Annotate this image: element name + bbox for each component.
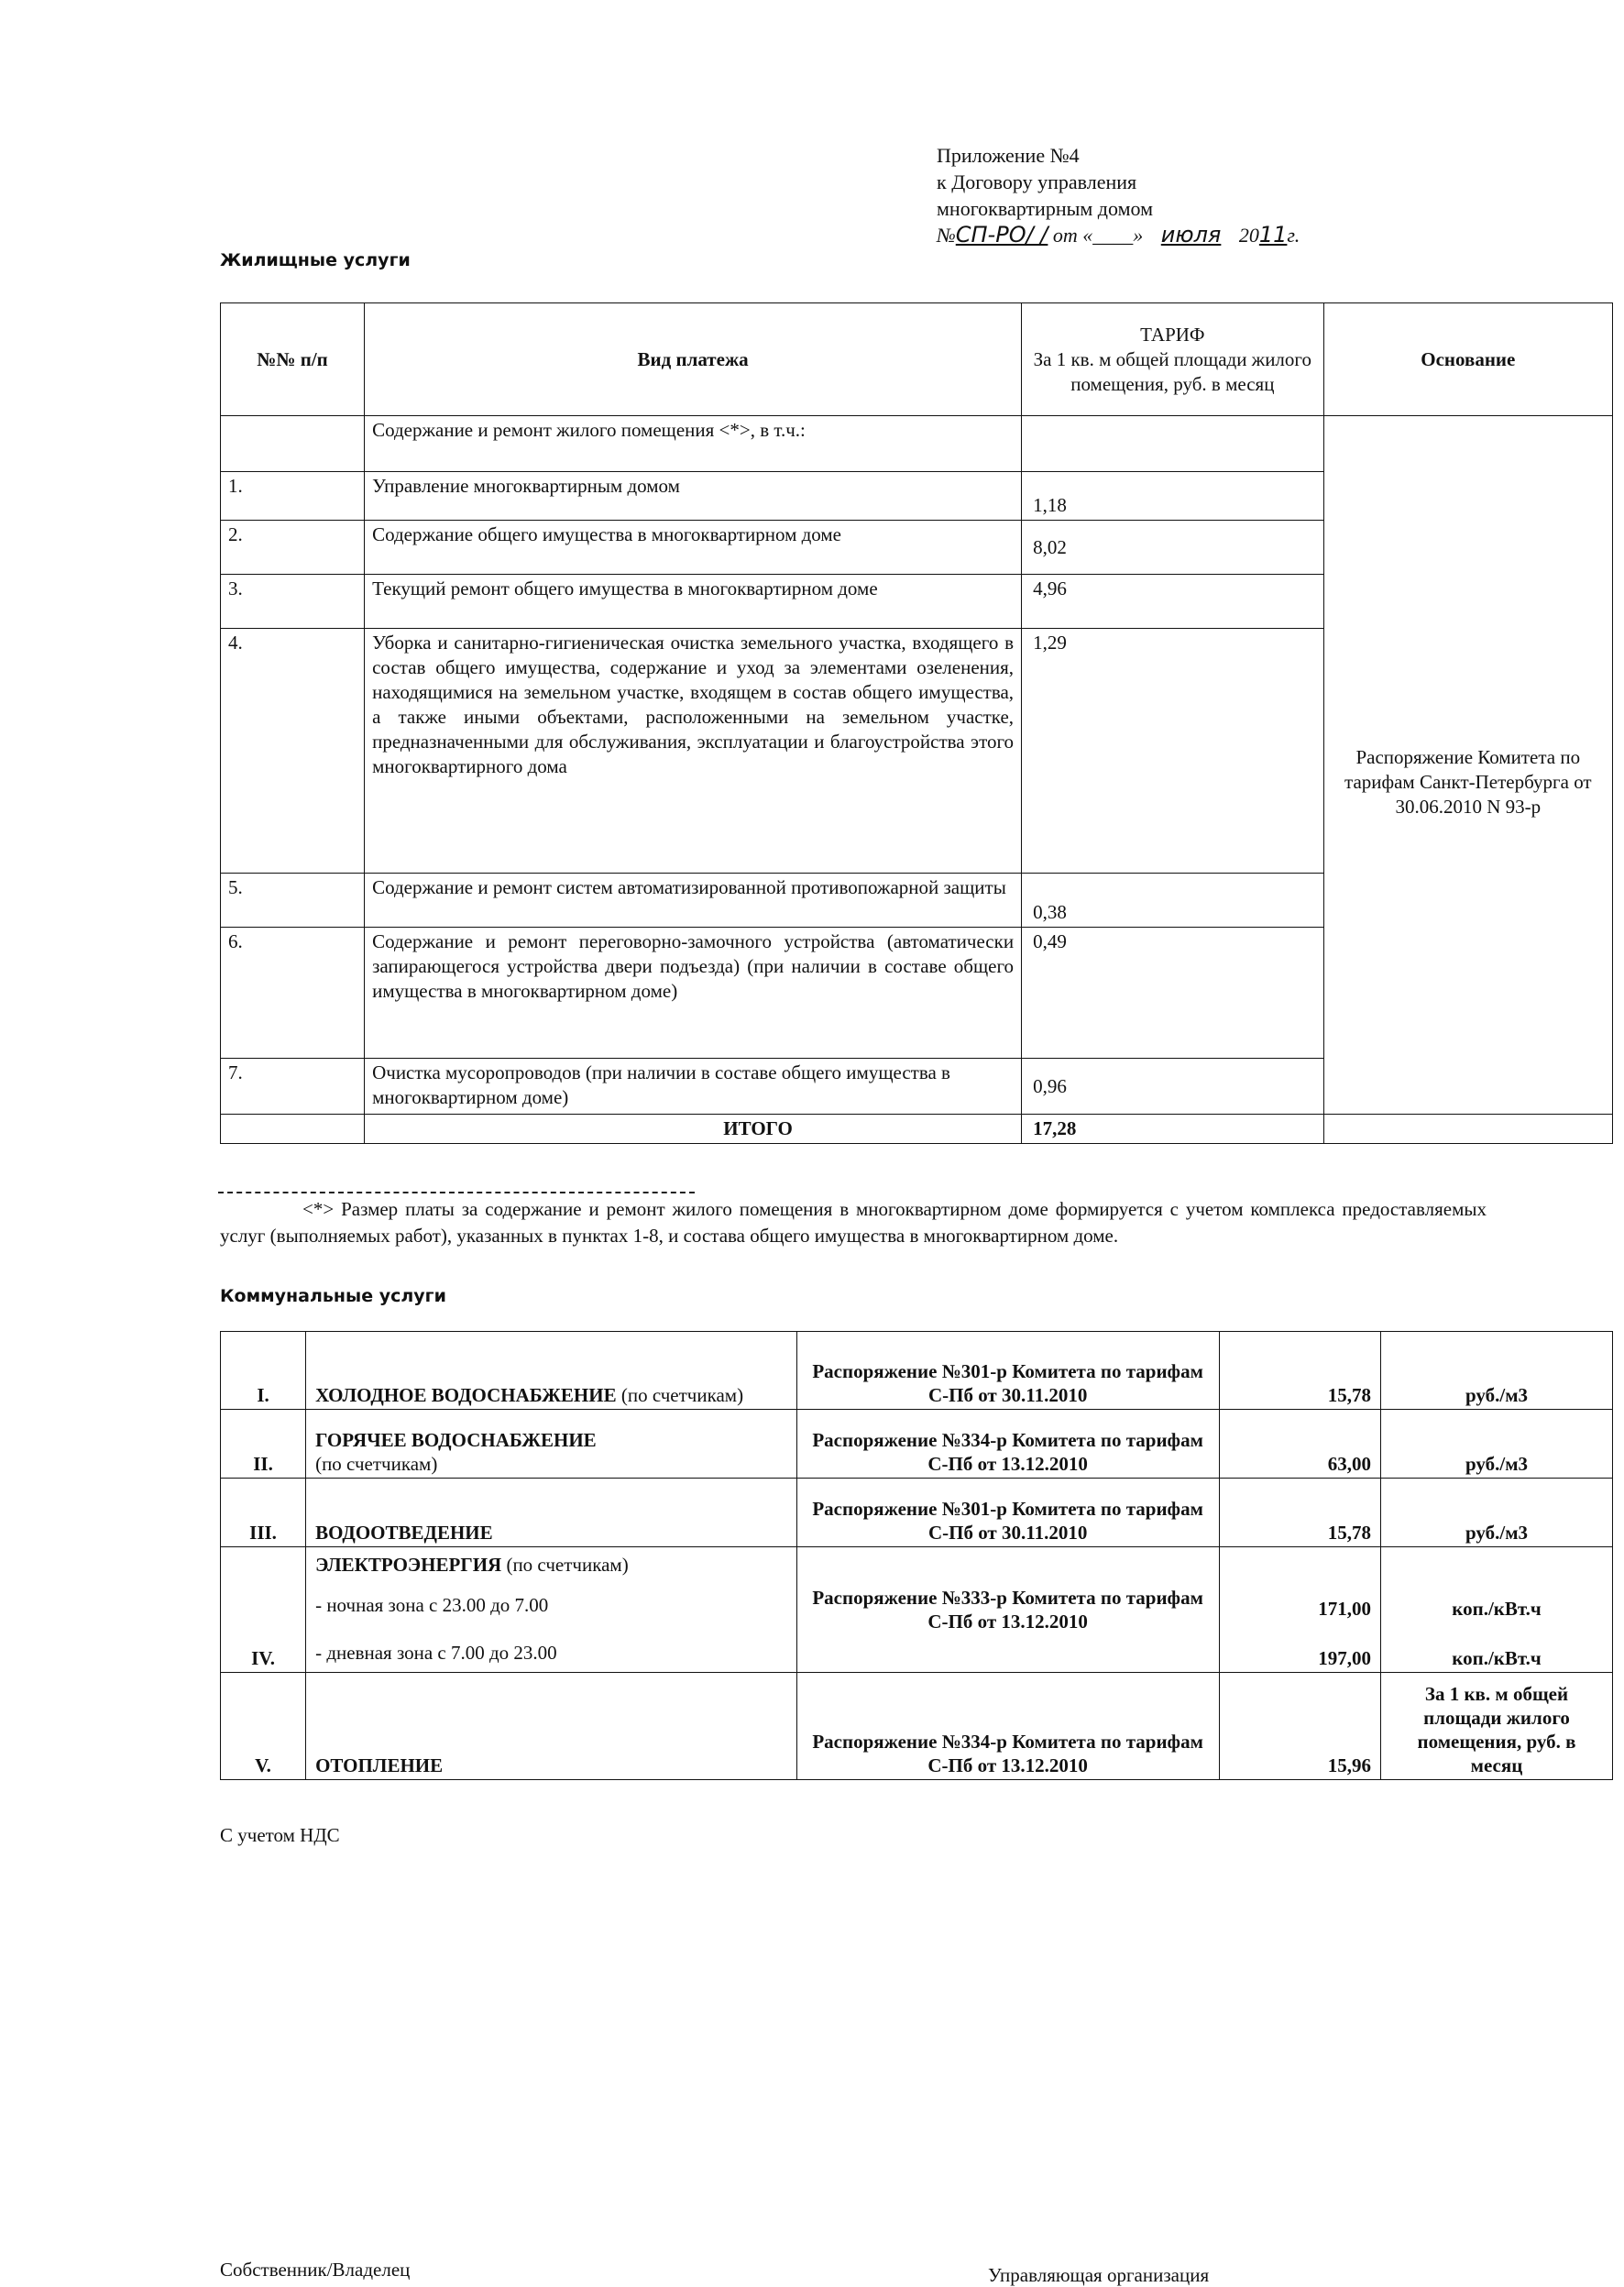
org-signature-label: Управляющая организация bbox=[988, 2264, 1210, 2286]
utility-amount bbox=[1219, 1547, 1380, 1673]
utility-roman: IV. bbox=[221, 1547, 306, 1673]
header-basis: Основание bbox=[1323, 303, 1612, 416]
utility-title: ОТОПЛЕНИЕ bbox=[315, 1754, 444, 1776]
electricity-night-zone: - ночная зона с 23.00 до 7.00 bbox=[315, 1594, 549, 1616]
row-value: 4,96 bbox=[1022, 575, 1324, 629]
year-handwritten: 11 bbox=[1258, 222, 1288, 247]
utility-basis: Распоряжение №333-р Комитета по тарифам С-Пб от 13.12.2010 bbox=[796, 1547, 1219, 1673]
row-num: 7. bbox=[221, 1059, 365, 1115]
year-end: г. bbox=[1287, 224, 1300, 247]
total-value: 17,28 bbox=[1022, 1115, 1324, 1144]
appendix-header bbox=[937, 142, 1300, 248]
contract-number-handwritten: СП-РО/ / bbox=[955, 222, 1048, 247]
row-value: 0,49 bbox=[1022, 928, 1324, 1059]
header-payment-type: Вид платежа bbox=[365, 303, 1022, 416]
utility-name bbox=[306, 1479, 797, 1547]
row-num: 6. bbox=[221, 928, 365, 1059]
utility-basis: Распоряжение №301-р Комитета по тарифам С-Пб от 30.11.2010 bbox=[796, 1332, 1219, 1410]
date-prefix: от « bbox=[1052, 224, 1093, 247]
year-prefix: 20 bbox=[1238, 224, 1259, 247]
row-name: Содержание общего имущества в многоквартирном доме bbox=[365, 521, 1022, 575]
total-num bbox=[221, 1115, 365, 1144]
row-num: 2. bbox=[221, 521, 365, 575]
utilities-section-title: Коммунальные услуги bbox=[220, 1286, 446, 1306]
date-day: ____ bbox=[1092, 224, 1134, 247]
contract-number-line bbox=[937, 222, 1300, 248]
utility-amount: 15,96 bbox=[1219, 1673, 1380, 1780]
utility-basis: Распоряжение №301-р Комитета по тарифам С-Пб от 30.11.2010 bbox=[796, 1479, 1219, 1547]
total-row bbox=[221, 1115, 1613, 1144]
row-name: Текущий ремонт общего имущества в многоквартирном доме bbox=[365, 575, 1022, 629]
electricity-day-amount: 197,00 bbox=[1318, 1647, 1371, 1669]
tariff-basis: Распоряжение Комитета по тарифам Санкт-Петербурга от 30.06.2010 N 93-р bbox=[1323, 416, 1612, 1115]
row-value: 1,18 bbox=[1022, 472, 1324, 521]
contract-no-prefix: № bbox=[937, 224, 956, 247]
utility-name bbox=[306, 1332, 797, 1410]
row-name: Содержание и ремонт систем автоматизированной противопожарной защиты bbox=[365, 874, 1022, 928]
utility-title: ЭЛЕКТРОЭНЕРГИЯ bbox=[315, 1554, 502, 1576]
row-intro-name: Содержание и ремонт жилого помещения <*>, в т.ч.: bbox=[365, 416, 1022, 472]
footnote: <*> Размер платы за содержание и ремонт жилого помещения в многоквартирном доме формируется с учетом комплекса предоставляемых услуг (выполняемых работ), указанных в пунктах 1-8, и состава общего имущества в многоквартирном доме. bbox=[220, 1198, 1487, 1247]
row-num: 3. bbox=[221, 575, 365, 629]
row-value: 8,02 bbox=[1022, 521, 1324, 575]
row-name: Содержание и ремонт переговорно-замочного устройства (автоматически запирающегося устройства двери подъезда) (при наличии в составе общего имущества в многоквартирном доме) bbox=[365, 928, 1022, 1059]
utility-amount: 15,78 bbox=[1219, 1479, 1380, 1547]
utility-roman: I. bbox=[221, 1332, 306, 1410]
utility-title: ХОЛОДНОЕ ВОДОСНАБЖЕНИЕ bbox=[315, 1384, 617, 1406]
utility-row bbox=[221, 1673, 1613, 1780]
row-name: Очистка мусоропроводов (при наличии в составе общего имущества в многоквартирном доме) bbox=[365, 1059, 1022, 1115]
utility-unit: За 1 кв. м общей площади жилого помещения, руб. в месяц bbox=[1380, 1673, 1612, 1780]
housing-section-title: Жилищные услуги bbox=[220, 250, 411, 270]
utility-note: (по счетчикам) bbox=[315, 1453, 438, 1475]
housing-services-table bbox=[220, 302, 1613, 1144]
row-value: 0,38 bbox=[1022, 874, 1324, 928]
table-header-row bbox=[221, 303, 1613, 416]
utility-title: ГОРЯЧЕЕ ВОДОСНАБЖЕНИЕ bbox=[315, 1429, 597, 1451]
utility-unit: руб./м3 bbox=[1380, 1479, 1612, 1547]
electricity-day-unit: коп./кВт.ч bbox=[1452, 1647, 1542, 1669]
utility-name bbox=[306, 1547, 797, 1673]
utility-row bbox=[221, 1479, 1613, 1547]
header-num: №№ п/п bbox=[221, 303, 365, 416]
utility-unit bbox=[1380, 1547, 1612, 1673]
utility-row bbox=[221, 1332, 1613, 1410]
utility-title: ВОДООТВЕДЕНИЕ bbox=[315, 1522, 493, 1544]
total-basis bbox=[1323, 1115, 1612, 1144]
utility-name bbox=[306, 1673, 797, 1780]
date-mid: » bbox=[1133, 224, 1144, 247]
utility-note: (по счетчикам) bbox=[616, 1384, 744, 1406]
utility-basis: Распоряжение №334-р Комитета по тарифам С-Пб от 13.12.2010 bbox=[796, 1410, 1219, 1479]
utility-amount: 15,78 bbox=[1219, 1332, 1380, 1410]
row-value bbox=[1022, 416, 1324, 472]
utility-roman: III. bbox=[221, 1479, 306, 1547]
utility-unit: руб./м3 bbox=[1380, 1332, 1612, 1410]
electricity-night-unit: коп./кВт.ч bbox=[1452, 1598, 1542, 1620]
row-name: Уборка и санитарно-гигиеническая очистка земельного участка, входящего в состав общего имущества, содержание и уход за элементами озеленения, находящимися на земельном участке, входящем в состав общего имущества, а также иными объектами, расположенными на земельном участке, предназначенными для обслуживания, эксплуатации и благоустройства этого многоквартирного дома bbox=[365, 629, 1022, 874]
date-month-handwritten: июля bbox=[1160, 222, 1222, 247]
utility-roman: II. bbox=[221, 1410, 306, 1479]
appendix-line-2: к Договору управления bbox=[937, 170, 1137, 193]
vat-note: С учетом НДС bbox=[220, 1824, 340, 1846]
utility-note: (по счетчикам) bbox=[501, 1554, 629, 1576]
utility-unit: руб./м3 bbox=[1380, 1410, 1612, 1479]
utility-row bbox=[221, 1410, 1613, 1479]
header-tariff-title: ТАРИФ bbox=[1140, 323, 1205, 346]
footnote-separator bbox=[218, 1192, 695, 1193]
electricity-day-zone: - дневная зона с 7.00 до 23.00 bbox=[315, 1642, 557, 1664]
row-num: 1. bbox=[221, 472, 365, 521]
owner-signature-label: Собственник/Владелец bbox=[220, 2259, 411, 2281]
row-name: Управление многоквартирным домом bbox=[365, 472, 1022, 521]
utility-roman: V. bbox=[221, 1673, 306, 1780]
utility-name bbox=[306, 1410, 797, 1479]
appendix-line-3: многоквартирным домом bbox=[937, 197, 1153, 220]
row-num: 4. bbox=[221, 629, 365, 874]
header-tariff-desc: За 1 кв. м общей площади жилого помещения, руб. в месяц bbox=[1033, 347, 1312, 395]
utility-amount: 63,00 bbox=[1219, 1410, 1380, 1479]
utility-basis: Распоряжение №334-р Комитета по тарифам С-Пб от 13.12.2010 bbox=[796, 1673, 1219, 1780]
utilities-table bbox=[220, 1331, 1613, 1780]
electricity-night-amount: 171,00 bbox=[1318, 1598, 1371, 1620]
utility-row-electricity bbox=[221, 1547, 1613, 1673]
row-num: 5. bbox=[221, 874, 365, 928]
table-row bbox=[221, 416, 1613, 472]
row-value: 0,96 bbox=[1022, 1059, 1324, 1115]
row-value: 1,29 bbox=[1022, 629, 1324, 874]
total-label: ИТОГО bbox=[365, 1115, 1022, 1144]
header-tariff bbox=[1022, 303, 1324, 416]
row-num bbox=[221, 416, 365, 472]
appendix-line-1: Приложение №4 bbox=[937, 144, 1080, 167]
